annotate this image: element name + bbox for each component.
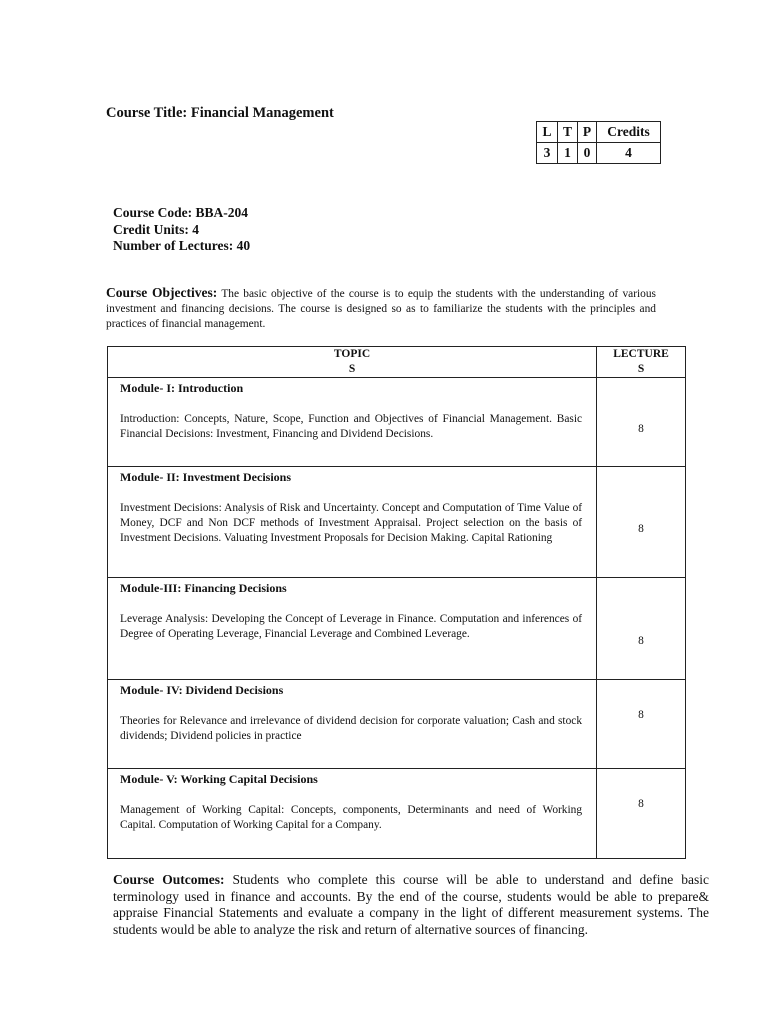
module-topic-cell	[108, 467, 597, 578]
module-row	[108, 467, 686, 578]
module-title: Module- V: Working Capital Decisions	[120, 772, 318, 786]
module-title: Module-III: Financing Decisions	[120, 581, 287, 595]
topics-header-line2: S	[348, 363, 356, 375]
syllabus-table	[107, 346, 686, 859]
module-lectures	[597, 378, 686, 467]
course-objectives	[106, 285, 656, 332]
module-body: Theories for Relevance and irrelevance of dividend decision for corporate valuation; Cash and stock dividends; Dividend policies in practice	[120, 715, 583, 742]
module-row	[108, 769, 686, 859]
module-lectures	[597, 680, 686, 769]
number-of-lectures: Number of Lectures: 40	[113, 238, 251, 253]
ltp-credits-table	[536, 121, 661, 164]
module-title: Module- I: Introduction	[120, 381, 244, 395]
module-row	[108, 680, 686, 769]
module-body: Leverage Analysis: Developing the Concept of Leverage in Finance. Computation and inferences of Degree of Operating Leverage, Financial Leverage and Combined Leverage.	[120, 613, 583, 640]
ltp-value-l: 3	[537, 143, 558, 164]
ltp-header-l: L	[537, 122, 558, 143]
module-topic-cell	[108, 769, 597, 859]
module-row	[108, 578, 686, 680]
module-lectures-value: 8	[638, 798, 644, 810]
module-topic-cell	[108, 578, 597, 680]
course-title-label: Course Title:	[106, 105, 188, 121]
module-body: Introduction: Concepts, Nature, Scope, Function and Objectives of Financial Management. Basic Financial Decisions: Investment, Financing and Dividend Decisions.	[120, 413, 583, 440]
credit-units: Credit Units: 4	[113, 221, 199, 237]
lectures-header-line2: S	[637, 363, 645, 375]
ltp-header-credits: Credits	[597, 122, 661, 143]
module-lectures-value: 8	[638, 423, 644, 435]
module-lectures	[597, 467, 686, 578]
course-meta	[113, 205, 250, 255]
module-body: Management of Working Capital: Concepts, components, Determinants and need of Working Capital. Computation of Working Capital for a Company.	[120, 804, 583, 831]
module-title: Module- IV: Dividend Decisions	[120, 683, 284, 697]
ltp-value-credits: 4	[597, 143, 661, 164]
module-lectures	[597, 578, 686, 680]
objectives-text: The basic objective of the course is to equip the students with the understanding of various investment and financing decisions. The course is designed so as to familiarize the students with the principles and practices of financial management.	[106, 288, 656, 330]
module-topic-cell	[108, 378, 597, 467]
module-title: Module- II: Investment Decisions	[120, 470, 291, 484]
module-body: Investment Decisions: Analysis of Risk and Uncertainty. Concept and Computation of Time Value of Money, DCF and Non DCF methods of Investment Appraisal. Project selection on the basis of Investment Decisions. Valuating Investment Proposals for Decision Making. Capital Rationing	[120, 502, 583, 544]
syllabus-header-row	[108, 347, 686, 378]
module-lectures-value: 8	[638, 635, 644, 647]
module-topic-cell	[108, 680, 597, 769]
outcomes-label: Course Outcomes:	[113, 872, 225, 887]
module-row	[108, 378, 686, 467]
lectures-header	[597, 347, 686, 378]
ltp-header-p: P	[578, 122, 597, 143]
course-title-value: Financial Management	[190, 105, 334, 121]
course-outcomes	[113, 872, 709, 938]
module-lectures-value: 8	[638, 709, 644, 721]
module-lectures	[597, 769, 686, 859]
ltp-header-t: T	[558, 122, 578, 143]
course-code: Course Code: BBA-204	[113, 205, 248, 220]
ltp-value-p: 0	[578, 143, 597, 164]
outcomes-text: Students who complete this course will be able to understand and define basic terminology used in finance and accounts. By the end of the course, students would be able to prepare& appraise Financial Statements and evaluate a company in the light of different measurement systems. The students would be able to analyze the risk and return of alternative sources of financing.	[113, 872, 709, 937]
topics-header-line1: TOPIC	[333, 348, 371, 360]
ltp-value-t: 1	[558, 143, 578, 164]
course-title	[106, 105, 334, 122]
lectures-header-line1: LECTURE	[613, 348, 669, 360]
module-lectures-value: 8	[638, 523, 644, 535]
topics-header	[108, 347, 597, 378]
objectives-label: Course Objectives:	[106, 285, 218, 300]
